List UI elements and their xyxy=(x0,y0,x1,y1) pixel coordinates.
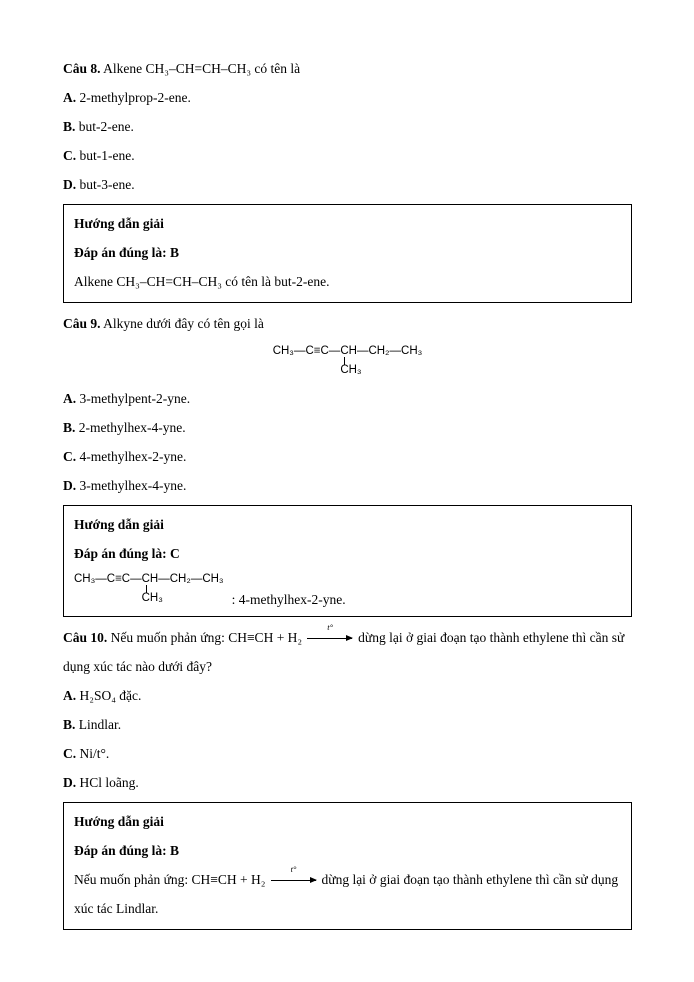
option-a-label: A. xyxy=(63,688,77,703)
solution-explanation xyxy=(74,865,621,923)
chem-prefix: CH₃—C≡C— xyxy=(74,573,142,585)
chem-attach-carbon xyxy=(340,344,362,376)
option-d-label: D. xyxy=(63,177,77,192)
option-a-text: H₂SO₄ đặc. xyxy=(79,688,142,703)
chem-structure xyxy=(273,344,423,380)
question-8-label: Câu 8. xyxy=(63,61,101,76)
chem-branch-text: CH₃ xyxy=(340,364,362,376)
arrow-condition-label: t° xyxy=(290,864,297,874)
right-arrow-icon xyxy=(307,638,352,639)
option-c-label: C. xyxy=(63,449,77,464)
option-c-text: but-1-ene. xyxy=(79,148,135,163)
option-b-text: Lindlar. xyxy=(78,717,122,732)
question-10-stem-post: dừng lại ở giai đoạn tạo thành ethylene thì cần sử dụng xúc tác nào dưới đây? xyxy=(63,630,625,674)
chem-branch-text: CH₃ xyxy=(141,592,163,604)
question-9-option-b xyxy=(63,413,632,442)
question-10 xyxy=(63,623,632,930)
reaction-arrow xyxy=(307,622,353,643)
structure-name-caption: : 4-methylhex-2-yne. xyxy=(231,592,346,607)
option-b-text: 2-methylhex-4-yne. xyxy=(78,420,186,435)
question-10-solution-box xyxy=(63,802,632,930)
option-d-text: but-3-ene. xyxy=(79,177,135,192)
chem-prefix: CH₃—C≡C— xyxy=(272,345,341,357)
chem-suffix: —CH₂—CH₃ xyxy=(356,345,423,357)
option-c-label: C. xyxy=(63,746,77,761)
question-8-stem xyxy=(63,54,632,83)
option-a-text: 3-methylpent-2-yne. xyxy=(79,391,191,406)
solution-heading: Hướng dẫn giải xyxy=(74,517,164,532)
question-8-option-c xyxy=(63,141,632,170)
solution-heading: Hướng dẫn giải xyxy=(74,814,164,829)
chem-attach-text: CH xyxy=(340,345,357,357)
question-10-stem xyxy=(63,623,632,681)
solution-heading: Hướng dẫn giải xyxy=(74,216,164,231)
solution-answer: Đáp án đúng là: C xyxy=(74,546,180,561)
option-c-text: Ni/t°. xyxy=(79,746,110,761)
question-10-option-c xyxy=(63,739,632,768)
solution-structure-row xyxy=(74,572,621,608)
question-9-solution-box xyxy=(63,505,632,617)
question-9-stem xyxy=(63,309,632,338)
chem-branch xyxy=(142,585,163,604)
chem-attach-carbon xyxy=(141,572,163,604)
chem-branch xyxy=(340,357,361,376)
option-d-label: D. xyxy=(63,775,77,790)
option-c-text: 4-methylhex-2-yne. xyxy=(79,449,187,464)
question-8-stem-text: Alkene CH₃–CH=CH–CH₃ có tên là xyxy=(103,61,301,76)
right-arrow-icon xyxy=(271,880,316,881)
question-10-stem-pre: Nếu muốn phản ứng: CH≡CH + H₂ xyxy=(110,630,303,645)
question-9-structure-wrap xyxy=(63,342,632,380)
arrow-condition-label: t° xyxy=(327,622,334,632)
question-9 xyxy=(63,309,632,617)
question-10-option-b xyxy=(63,710,632,739)
option-b-label: B. xyxy=(63,717,76,732)
question-8-option-d xyxy=(63,170,632,199)
question-9-option-c xyxy=(63,442,632,471)
question-8-solution-box xyxy=(63,204,632,303)
option-a-label: A. xyxy=(63,90,77,105)
question-10-option-a xyxy=(63,681,632,710)
option-a-text: 2-methylprop-2-ene. xyxy=(79,90,191,105)
solution-explanation: Alkene CH₃–CH=CH–CH₃ có tên là but-2-ene. xyxy=(74,274,330,289)
chem-suffix: —CH₂—CH₃ xyxy=(158,573,224,585)
question-10-label: Câu 10. xyxy=(63,630,108,645)
explanation-post: dừng lại ở giai đoạn tạo thành ethylene thì cần sử dụng xúc tác Lindlar. xyxy=(74,872,619,916)
question-8 xyxy=(63,54,632,303)
option-d-text: HCl loãng. xyxy=(79,775,139,790)
solution-answer: Đáp án đúng là: B xyxy=(74,843,180,858)
option-a-label: A. xyxy=(63,391,77,406)
question-9-option-d xyxy=(63,471,632,500)
option-b-label: B. xyxy=(63,119,76,134)
question-9-option-a xyxy=(63,384,632,413)
solution-answer: Đáp án đúng là: B xyxy=(74,245,180,260)
question-8-option-b xyxy=(63,112,632,141)
question-9-stem-text: Alkyne dưới đây có tên gọi là xyxy=(103,316,264,331)
chem-structure xyxy=(74,572,224,608)
chem-attach-text: CH xyxy=(141,573,159,585)
option-d-label: D. xyxy=(63,478,77,493)
option-d-text: 3-methylhex-4-yne. xyxy=(79,478,187,493)
question-9-label: Câu 9. xyxy=(63,316,101,331)
question-8-option-a xyxy=(63,83,632,112)
option-c-label: C. xyxy=(63,148,77,163)
reaction-arrow xyxy=(271,864,317,885)
option-b-text: but-2-ene. xyxy=(78,119,134,134)
explanation-pre: Nếu muốn phản ứng: CH≡CH + H₂ xyxy=(74,872,266,887)
option-b-label: B. xyxy=(63,420,76,435)
question-10-option-d xyxy=(63,768,632,797)
